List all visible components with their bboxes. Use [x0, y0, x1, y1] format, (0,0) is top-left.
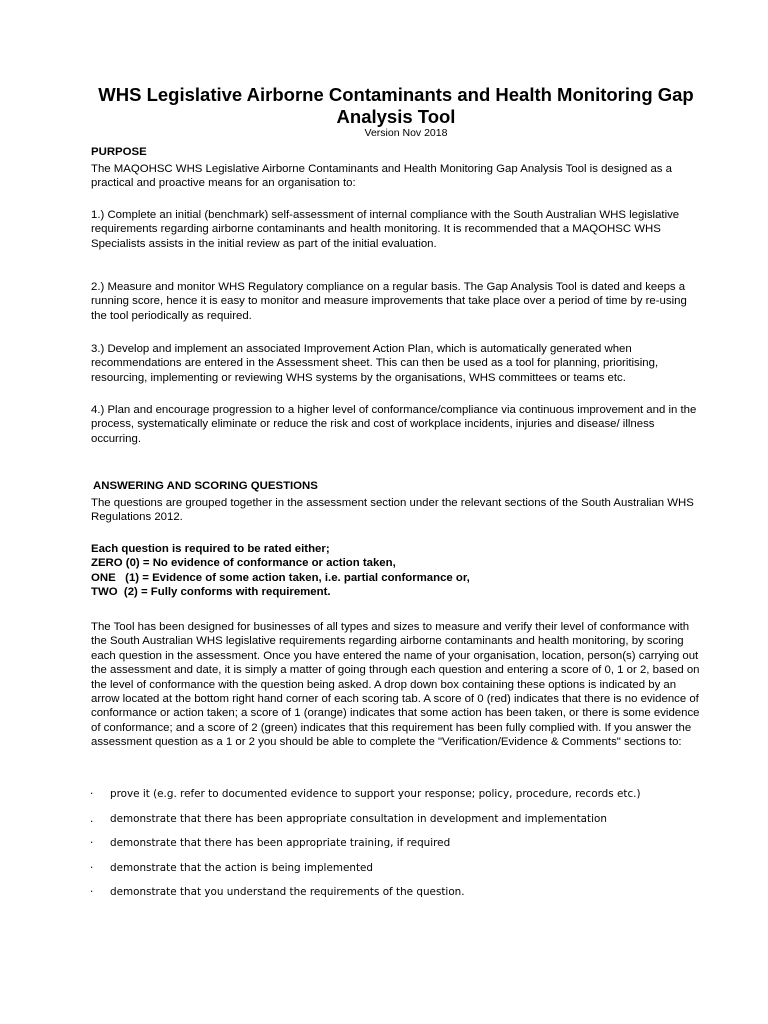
list-item [90, 787, 710, 812]
list-item [90, 836, 710, 861]
purpose-point-4: 4.) Plan and encourage progression to a higher level of conformance/compliance via continuous improvement and in the process, systematically eliminate or reduce the risk and cost of workplace incidents, injuries and disease/ illness occurring. [91, 404, 697, 445]
rating-zero: ZERO (0) = No evidence of conformance or action taken, [91, 557, 396, 570]
purpose-point-2: 2.) Measure and monitor WHS Regulatory compliance on a regular basis. The Gap Analysis Tool is dated and keeps a running score, hence it is easy to monitor and measure improvements that take place over a period of time by re-using the tool periodically as required. [91, 281, 687, 322]
bullet-text: prove it (e.g. refer to documented evidence to support your response; policy, procedure, records etc.) [110, 788, 641, 800]
bullet-icon: · [90, 837, 94, 850]
rating-scale [91, 542, 703, 600]
bullet-text: demonstrate that there has been appropriate training, if required [110, 837, 451, 850]
scoring-body: The Tool has been designed for businesses of all types and sizes to measure and verify their level of conformance with the South Australian WHS legislative requirements regarding airborne contaminants and health monitoring, by scoring each question in the assessment. Once you have entered the name of your organisation, location, person(s) carrying out the assessment and date, it is simply a matter of going through each question and entering a score of 0, 1 or 2, based on the level of conformance with the question being asked. A drop down box containing these options is indicated by an arrow located at the bottom right hand corner of each scoring tab. A score of 0 (red) indicates that there is no evidence of conformance or action taken; a score of 1 (orange) indicates that some action has been taken, or there is some evidence of conformance; and a score of 2 (green) indicates that this requirement has been fully complied with. If you answer the assessment question as a 1 or 2 you should be able to complete the "Verification/Evidence & Comments" sections to: [91, 621, 700, 749]
list-item [90, 861, 710, 886]
rating-two: TWO (2) = Fully conforms with requirement. [91, 586, 331, 599]
bullet-text: demonstrate that the action is being implemented [110, 861, 374, 874]
verification-bullet-list [90, 787, 710, 910]
purpose-point-1: 1.) Complete an initial (benchmark) self-assessment of internal compliance with the South Australian WHS legislative requirements regarding airborne contaminants and health monitoring. It is recommended that a MAQOHSC WHS Specialists assists in the initial review as part of the initial evaluation. [91, 209, 680, 250]
list-item [90, 812, 710, 837]
bullet-text: demonstrate that you understand the requirements of the question. [110, 886, 465, 899]
document-version: Version Nov 2018 [364, 127, 448, 139]
list-item [90, 885, 710, 910]
document-title: WHS Legislative Airborne Contaminants and Health Monitoring Gap Analysis Tool [98, 84, 694, 127]
bullet-text: demonstrate that there has been appropriate consultation in development and implementation [110, 812, 607, 825]
purpose-intro: The MAQOHSC WHS Legislative Airborne Contaminants and Health Monitoring Gap Analysis Tool is designed as a practical and proactive means for an organisation to: [91, 163, 672, 190]
scoring-heading: ANSWERING AND SCORING QUESTIONS [93, 480, 318, 492]
scoring-intro: The questions are grouped together in the assessment section under the relevant sections of the South Australian WHS Regulations 2012. [91, 497, 694, 524]
bullet-icon: · [90, 886, 94, 899]
rating-instruction: Each question is required to be rated either; [91, 543, 330, 555]
purpose-heading: PURPOSE [91, 146, 147, 158]
purpose-point-3: 3.) Develop and implement an associated Improvement Action Plan, which is automatically generated when recommendations are entered in the Assessment sheet. This can then be used as a tool for planning, prioritising, resourcing, implementing or reviewing WHS systems by the organisations, WHS committees or teams etc. [91, 343, 659, 384]
bullet-icon: . [90, 812, 94, 825]
bullet-icon: · [90, 861, 94, 874]
bullet-icon: · [90, 788, 94, 800]
rating-one: ONE (1) = Evidence of some action taken, i.e. partial conformance or, [91, 571, 470, 584]
